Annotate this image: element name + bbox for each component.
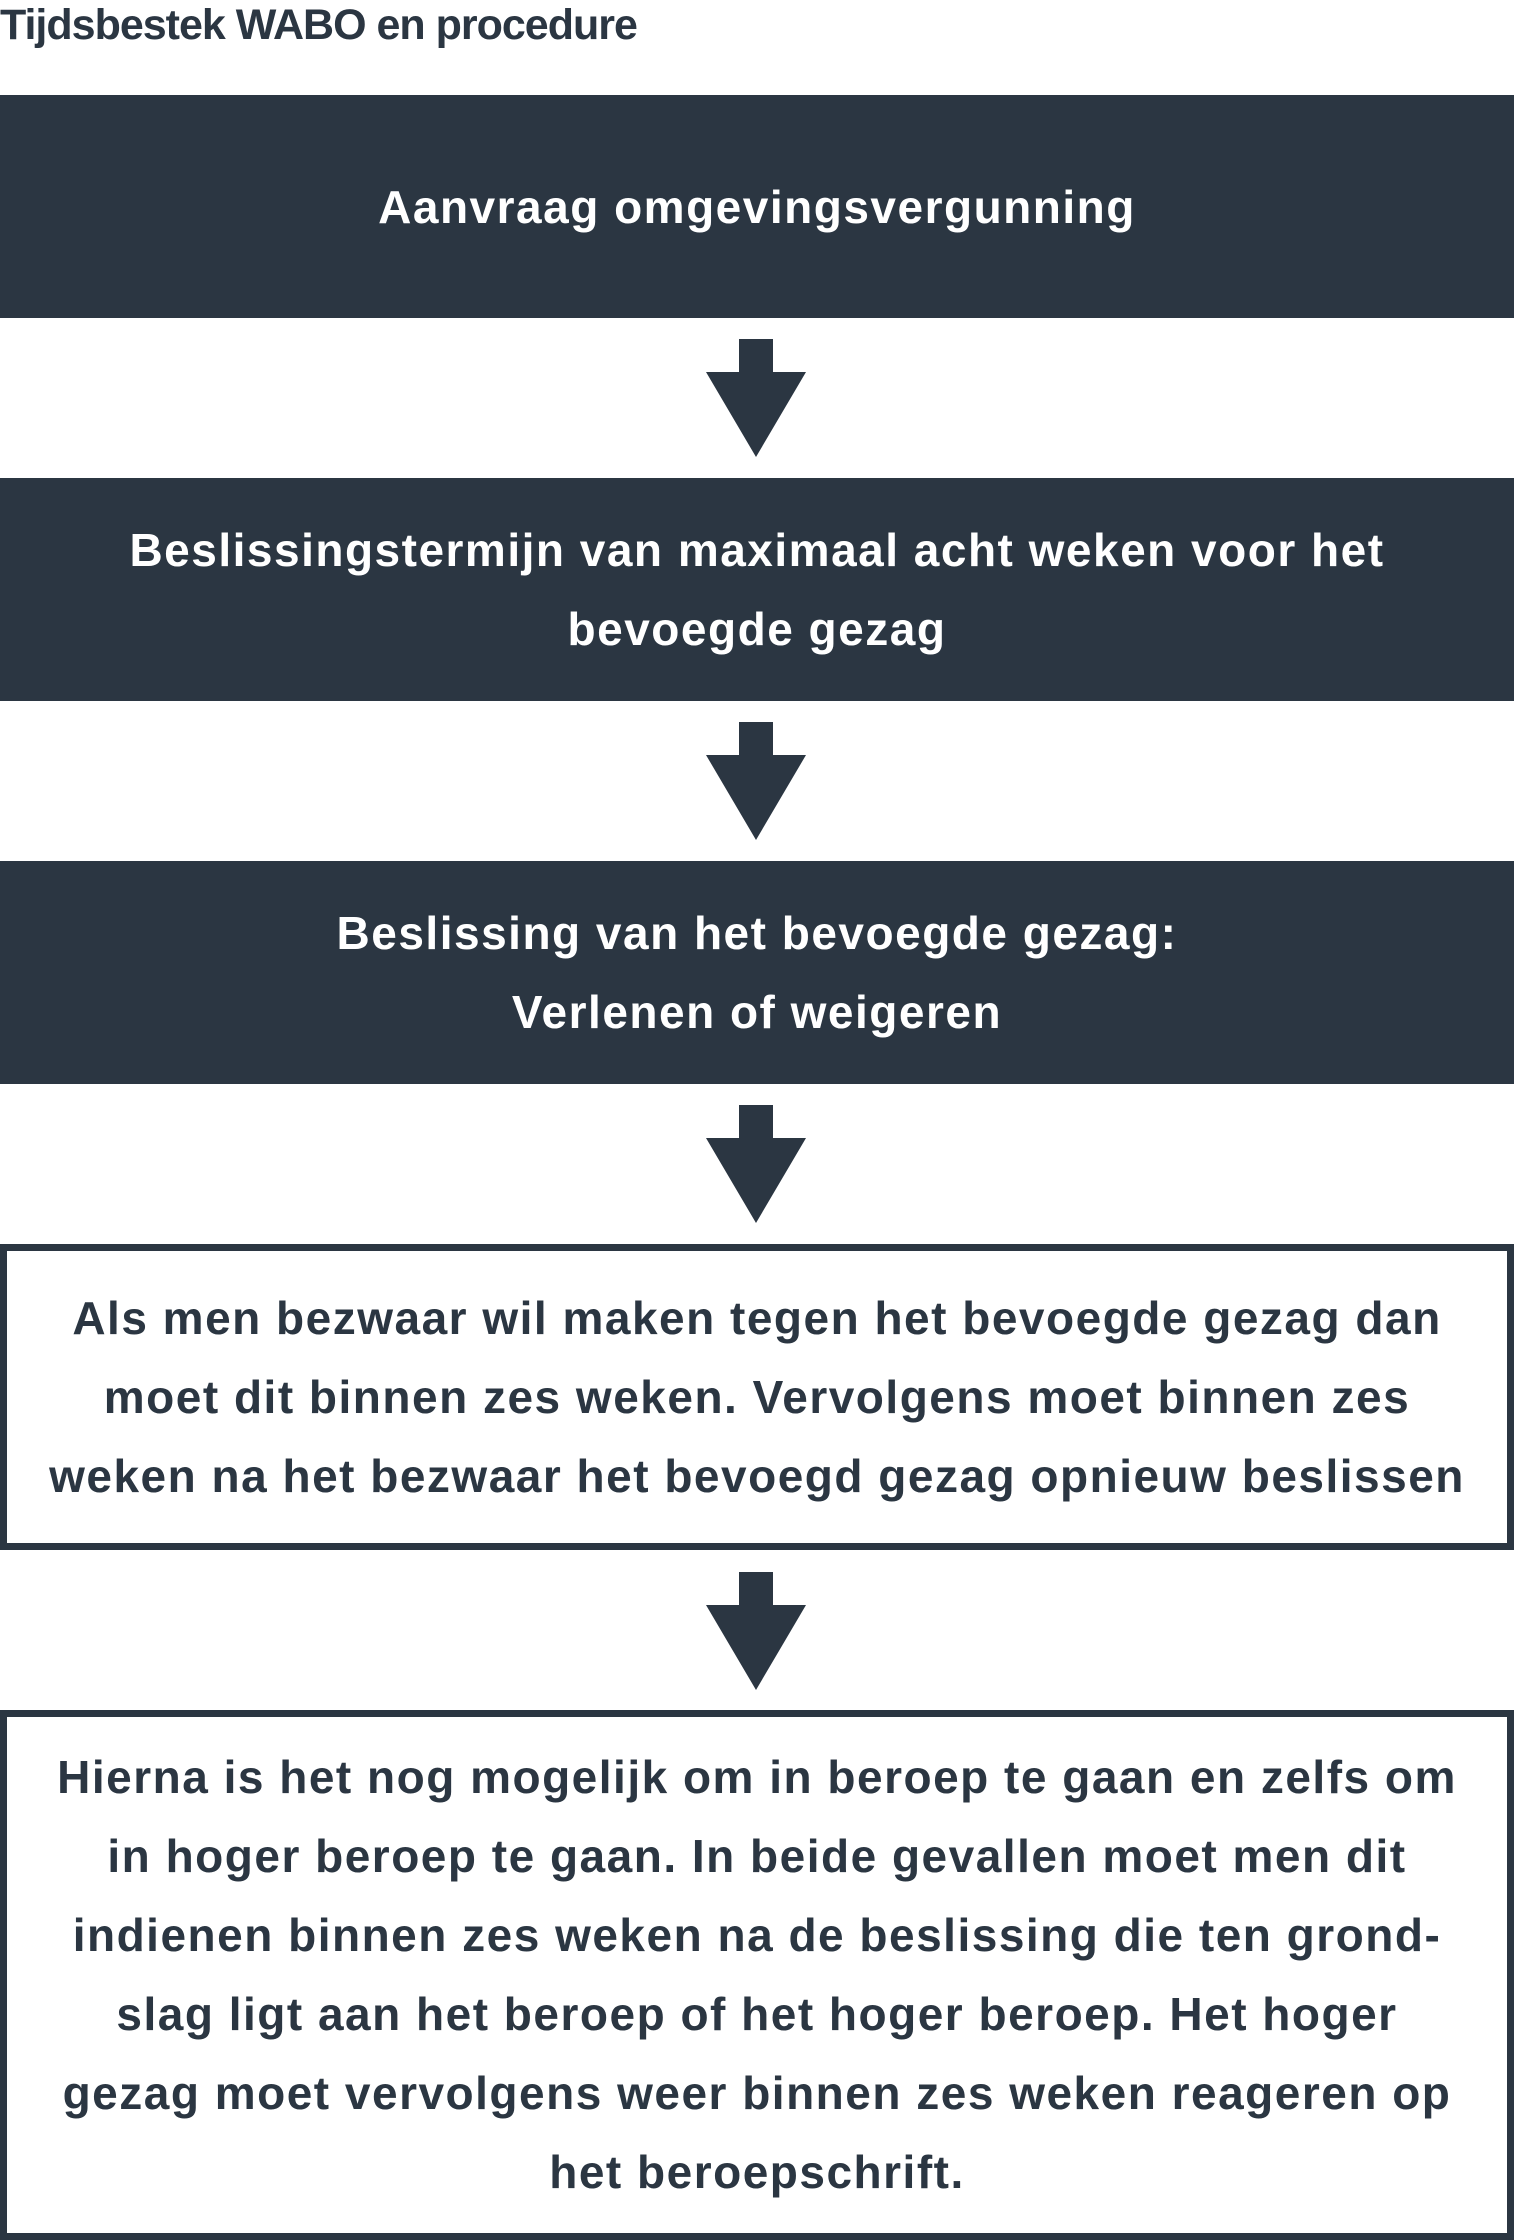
- arrow-down-icon: [706, 1105, 806, 1223]
- step-appeal: [0, 1710, 1514, 2240]
- step-line: Beslissing van het bevoegde gezag:: [336, 906, 1178, 959]
- step-line: slag ligt aan het beroep of het hoger beroep. Het hoger: [116, 1988, 1398, 2040]
- arrow-down-icon: [706, 1572, 806, 1690]
- step-line: bevoegde gezag: [567, 602, 947, 655]
- step-line: weken na het bezwaar het bevoegd gezag opnieuw beslissen: [49, 1449, 1465, 1502]
- step-decision-text: [337, 894, 1178, 1052]
- step-line: indienen binnen zes weken na de beslissing die ten grond-: [72, 1909, 1442, 1961]
- step-decision-term: [0, 478, 1514, 701]
- step-line: gezag moet vervolgens weer binnen zes weken reageren op: [62, 2067, 1452, 2119]
- page-title: Tijdsbestek WABO en procedure: [0, 1, 637, 49]
- step-line: in hoger beroep te gaan. In beide gevallen moet men dit: [107, 1830, 1407, 1882]
- arrow-down-icon: [706, 722, 806, 840]
- step-line: het beroepschrift.: [549, 2146, 965, 2198]
- step-line: Beslissingstermijn van maximaal acht weken voor het: [129, 523, 1385, 576]
- step-application-text: [378, 180, 1136, 234]
- step-application: [0, 95, 1514, 318]
- arrow-down-icon: [706, 339, 806, 457]
- step-line: Verlenen of weigeren: [511, 985, 1003, 1038]
- step-line: Als men bezwaar wil maken tegen het bevoegde gezag dan: [72, 1291, 1442, 1344]
- step-objection: [0, 1244, 1514, 1550]
- step-decision: [0, 861, 1514, 1084]
- step-objection-text: [49, 1279, 1465, 1516]
- step-line: Hierna is het nog mogelijk om in beroep te gaan en zelfs om: [57, 1751, 1457, 1803]
- step-line: Aanvraag omgevingsvergunning: [378, 180, 1136, 233]
- step-appeal-text: [57, 1738, 1457, 2212]
- step-decision-term-text: [129, 511, 1384, 669]
- step-line: moet dit binnen zes weken. Vervolgens moet binnen zes: [103, 1370, 1411, 1423]
